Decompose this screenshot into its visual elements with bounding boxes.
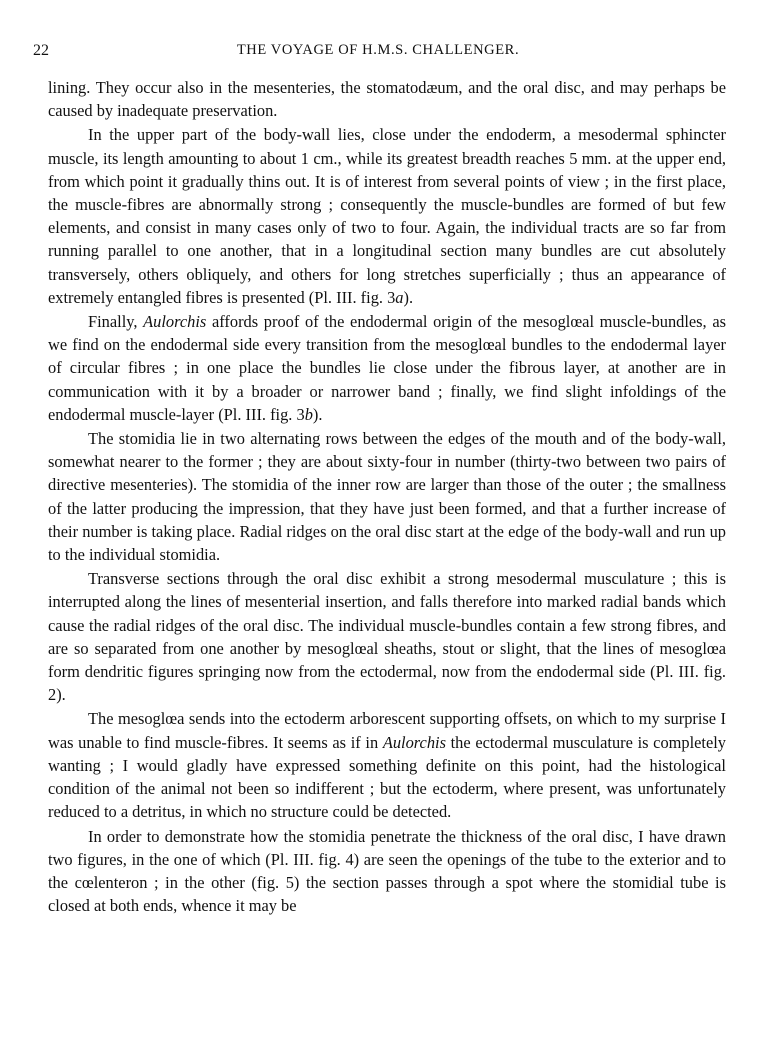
- text-run: The mesoglœa sends into the ectoderm arborescent supporting offsets, on which to my surprise I was unable to find muscle-fibres. It seems as if in: [48, 709, 726, 752]
- paragraph: [48, 310, 726, 426]
- text-run: lining. They occur also in the mesenteries, the stomatodæum, and the oral disc, and may perhaps be caused by inadequate preservation.: [48, 78, 726, 121]
- body-text: [48, 76, 726, 917]
- paragraph: [48, 567, 726, 706]
- paragraph: [48, 427, 726, 566]
- text-run: Finally,: [88, 312, 144, 332]
- text-run: The stomidia lie in two alternating rows between the edges of the mouth and of the body-wall, somewhat nearer to the former ; they are about sixty-four in number (thirty-two between two pairs of directive mesenteries). The stomidia of the inner row are larger than those of the outer ; the smallness of the latter producing the impression, that they have just been formed, and that a further increase of their number is taking place. Radial ridges on the oral disc start at the edge of the body-wall and run up to the individual stomidia.: [48, 429, 726, 565]
- text-run: ).: [312, 404, 323, 424]
- italic-text: Aulorchis: [382, 732, 446, 752]
- text-run: Transverse sections through the oral disc exhibit a strong mesodermal musculature ; this is interrupted along the lines of mesenterial insertion, and falls therefore into marked radial bands which cause the radial ridges of the oral disc. The individual muscle-bundles contain a few strong fibres, and are so separated from one another by mesoglœal sheaths, stout or slight, that the lines of mesoglœa form dendritic figures springing now from the ectodermal, now from the endodermal side (Pl. III. fig. 2).: [48, 569, 726, 705]
- text-run: In the upper part of the body-wall lies, close under the endoderm, a mesodermal sphincter muscle, its length amounting to about 1 cm., while its greatest breadth reaches 5 mm. at the upper end, from which point it gradually thins out. It is of interest from several points of view ; in the first place, the muscle-fibres are abnormally strong ; consequently the muscle-bundles are formed of but few elements, and consist in many cases only of two to four. Again, the individual tracts are so far from running parallel to one another, that in a longitudinal section many bundles are cut absolutely transversely, others obliquely, and others for long stretches superficially ; thus an appearance of extremely entangled fibres is presented (Pl. III. fig. 3: [48, 125, 726, 307]
- running-title: THE VOYAGE OF H.M.S. CHALLENGER.: [236, 42, 520, 58]
- italic-text: b: [304, 404, 313, 424]
- text-run: In order to demonstrate how the stomidia penetrate the thickness of the oral disc, I have drawn two figures, in the one of which (Pl. III. fig. 4) are seen the openings of the tube to the exterior and to the cœlenteron ; in the other (fig. 5) the section passes through a spot where the stomidial tube is closed at both ends, whence it may be: [48, 826, 726, 916]
- text-run: affords proof of the endodermal origin of the mesoglœal muscle-bundles, as we find on the endodermal side every transition from the mesoglœal bundles to the endodermal layer of circular fibres ; in one place the bundles lie close under the fibrous layer, at another are in communication with it by a broader or narrower band ; finally, we find slight infoldings of the endodermal muscle-layer (Pl. III. fig. 3: [48, 312, 726, 424]
- paragraph: [48, 825, 726, 918]
- paragraph: [48, 123, 726, 309]
- page-header: [33, 42, 723, 64]
- paragraph: [48, 76, 726, 122]
- italic-text: Aulorchis: [143, 312, 207, 332]
- page-number: 22: [33, 42, 49, 59]
- text-run: the ectodermal musculature is completely wanting ; I would gladly have expressed something definite on this point, had the histological condition of the animal not been so indifferent ; but the ectoderm, where present, was unfortunately reduced to a detritus, in which no structure could be detected.: [48, 732, 726, 822]
- paragraph: [48, 707, 726, 823]
- italic-text: a: [395, 287, 404, 307]
- text-run: ).: [403, 287, 414, 307]
